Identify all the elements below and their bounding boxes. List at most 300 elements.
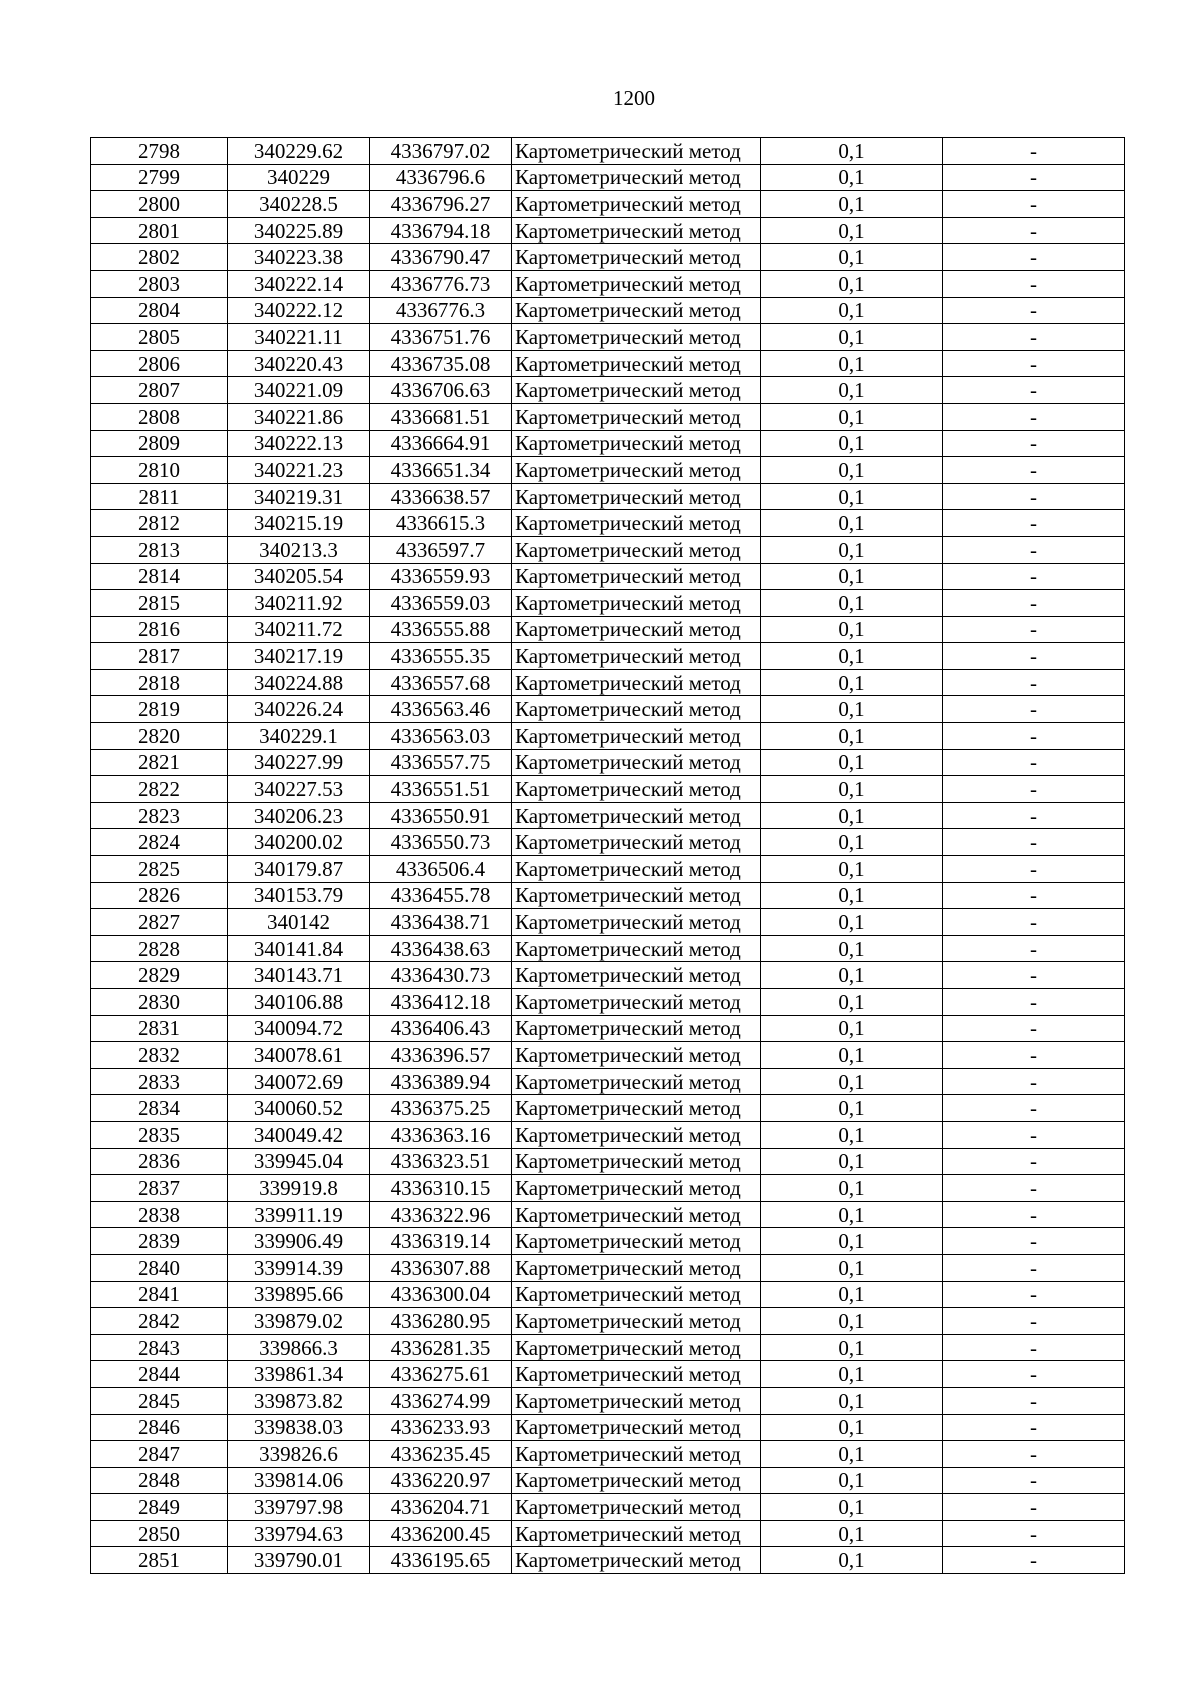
y-coordinate-cell: 4336794.18 (370, 217, 512, 244)
y-coordinate-cell: 4336389.94 (370, 1068, 512, 1095)
x-coordinate-cell: 339826.6 (228, 1441, 370, 1468)
method-cell: Картометрический метод (512, 643, 761, 670)
description-cell: - (943, 1015, 1125, 1042)
accuracy-cell: 0,1 (761, 616, 943, 643)
method-cell: Картометрический метод (512, 1334, 761, 1361)
point-number-cell: 2830 (91, 989, 228, 1016)
method-cell: Картометрический метод (512, 1361, 761, 1388)
table-row (91, 962, 1125, 989)
point-number-cell: 2804 (91, 297, 228, 324)
point-number-cell: 2809 (91, 430, 228, 457)
x-coordinate-cell: 340211.92 (228, 590, 370, 617)
method-cell: Картометрический метод (512, 536, 761, 563)
x-coordinate-cell: 340225.89 (228, 217, 370, 244)
description-cell: - (943, 1520, 1125, 1547)
y-coordinate-cell: 4336275.61 (370, 1361, 512, 1388)
table-row (91, 1254, 1125, 1281)
accuracy-cell: 0,1 (761, 1201, 943, 1228)
y-coordinate-cell: 4336235.45 (370, 1441, 512, 1468)
x-coordinate-cell: 339790.01 (228, 1547, 370, 1574)
table-row (91, 909, 1125, 936)
description-cell: - (943, 430, 1125, 457)
table-row (91, 882, 1125, 909)
y-coordinate-cell: 4336797.02 (370, 138, 512, 165)
table-row (91, 457, 1125, 484)
table-row (91, 1015, 1125, 1042)
point-number-cell: 2814 (91, 563, 228, 590)
method-cell: Картометрический метод (512, 563, 761, 590)
description-cell: - (943, 856, 1125, 883)
y-coordinate-cell: 4336323.51 (370, 1148, 512, 1175)
description-cell: - (943, 776, 1125, 803)
table-row (91, 377, 1125, 404)
point-number-cell: 2826 (91, 882, 228, 909)
x-coordinate-cell: 339914.39 (228, 1254, 370, 1281)
x-coordinate-cell: 340229 (228, 164, 370, 191)
method-cell: Картометрический метод (512, 324, 761, 351)
y-coordinate-cell: 4336274.99 (370, 1387, 512, 1414)
x-coordinate-cell: 340229.62 (228, 138, 370, 165)
description-cell: - (943, 1148, 1125, 1175)
x-coordinate-cell: 339873.82 (228, 1387, 370, 1414)
x-coordinate-cell: 340215.19 (228, 510, 370, 537)
method-cell: Картометрический метод (512, 377, 761, 404)
accuracy-cell: 0,1 (761, 483, 943, 510)
point-number-cell: 2798 (91, 138, 228, 165)
y-coordinate-cell: 4336563.46 (370, 696, 512, 723)
table-row (91, 403, 1125, 430)
method-cell: Картометрический метод (512, 1015, 761, 1042)
method-cell: Картометрический метод (512, 1175, 761, 1202)
description-cell: - (943, 297, 1125, 324)
accuracy-cell: 0,1 (761, 749, 943, 776)
accuracy-cell: 0,1 (761, 350, 943, 377)
point-number-cell: 2807 (91, 377, 228, 404)
y-coordinate-cell: 4336796.6 (370, 164, 512, 191)
accuracy-cell: 0,1 (761, 510, 943, 537)
accuracy-cell: 0,1 (761, 536, 943, 563)
point-number-cell: 2835 (91, 1121, 228, 1148)
accuracy-cell: 0,1 (761, 244, 943, 271)
accuracy-cell: 0,1 (761, 882, 943, 909)
table-row (91, 1148, 1125, 1175)
page-number: 1200 (613, 86, 655, 110)
method-cell: Картометрический метод (512, 1441, 761, 1468)
x-coordinate-cell: 339797.98 (228, 1494, 370, 1521)
table-row (91, 696, 1125, 723)
point-number-cell: 2845 (91, 1387, 228, 1414)
table-row (91, 590, 1125, 617)
table-row (91, 856, 1125, 883)
x-coordinate-cell: 340206.23 (228, 802, 370, 829)
description-cell: - (943, 935, 1125, 962)
point-number-cell: 2825 (91, 856, 228, 883)
accuracy-cell: 0,1 (761, 802, 943, 829)
description-cell: - (943, 1308, 1125, 1335)
accuracy-cell: 0,1 (761, 1547, 943, 1574)
accuracy-cell: 0,1 (761, 563, 943, 590)
point-number-cell: 2831 (91, 1015, 228, 1042)
x-coordinate-cell: 340153.79 (228, 882, 370, 909)
table-row (91, 164, 1125, 191)
table-row (91, 1441, 1125, 1468)
method-cell: Картометрический метод (512, 590, 761, 617)
method-cell: Картометрический метод (512, 164, 761, 191)
accuracy-cell: 0,1 (761, 377, 943, 404)
description-cell: - (943, 324, 1125, 351)
description-cell: - (943, 270, 1125, 297)
accuracy-cell: 0,1 (761, 403, 943, 430)
table-row (91, 1361, 1125, 1388)
description-cell: - (943, 1201, 1125, 1228)
point-number-cell: 2836 (91, 1148, 228, 1175)
description-cell: - (943, 1467, 1125, 1494)
y-coordinate-cell: 4336280.95 (370, 1308, 512, 1335)
description-cell: - (943, 1414, 1125, 1441)
accuracy-cell: 0,1 (761, 138, 943, 165)
point-number-cell: 2815 (91, 590, 228, 617)
method-cell: Картометрический метод (512, 483, 761, 510)
accuracy-cell: 0,1 (761, 590, 943, 617)
point-number-cell: 2834 (91, 1095, 228, 1122)
x-coordinate-cell: 339906.49 (228, 1228, 370, 1255)
y-coordinate-cell: 4336557.68 (370, 669, 512, 696)
x-coordinate-cell: 339919.8 (228, 1175, 370, 1202)
y-coordinate-cell: 4336681.51 (370, 403, 512, 430)
y-coordinate-cell: 4336557.75 (370, 749, 512, 776)
x-coordinate-cell: 340227.99 (228, 749, 370, 776)
accuracy-cell: 0,1 (761, 723, 943, 750)
table-row (91, 483, 1125, 510)
method-cell: Картометрический метод (512, 270, 761, 297)
method-cell: Картометрический метод (512, 1387, 761, 1414)
table-row (91, 1467, 1125, 1494)
y-coordinate-cell: 4336638.57 (370, 483, 512, 510)
description-cell: - (943, 217, 1125, 244)
table-row (91, 536, 1125, 563)
y-coordinate-cell: 4336555.35 (370, 643, 512, 670)
x-coordinate-cell: 339945.04 (228, 1148, 370, 1175)
table-row (91, 643, 1125, 670)
accuracy-cell: 0,1 (761, 1387, 943, 1414)
point-number-cell: 2850 (91, 1520, 228, 1547)
accuracy-cell: 0,1 (761, 1520, 943, 1547)
point-number-cell: 2828 (91, 935, 228, 962)
x-coordinate-cell: 340228.5 (228, 191, 370, 218)
accuracy-cell: 0,1 (761, 1414, 943, 1441)
method-cell: Картометрический метод (512, 297, 761, 324)
table-row (91, 723, 1125, 750)
table-row (91, 669, 1125, 696)
description-cell: - (943, 749, 1125, 776)
y-coordinate-cell: 4336412.18 (370, 989, 512, 1016)
accuracy-cell: 0,1 (761, 1068, 943, 1095)
y-coordinate-cell: 4336281.35 (370, 1334, 512, 1361)
x-coordinate-cell: 340217.19 (228, 643, 370, 670)
description-cell: - (943, 1281, 1125, 1308)
x-coordinate-cell: 340219.31 (228, 483, 370, 510)
point-number-cell: 2802 (91, 244, 228, 271)
x-coordinate-cell: 339861.34 (228, 1361, 370, 1388)
x-coordinate-cell: 339879.02 (228, 1308, 370, 1335)
description-cell: - (943, 590, 1125, 617)
method-cell: Картометрический метод (512, 829, 761, 856)
description-cell: - (943, 669, 1125, 696)
point-number-cell: 2843 (91, 1334, 228, 1361)
method-cell: Картометрический метод (512, 244, 761, 271)
x-coordinate-cell: 340221.11 (228, 324, 370, 351)
x-coordinate-cell: 340222.14 (228, 270, 370, 297)
y-coordinate-cell: 4336555.88 (370, 616, 512, 643)
x-coordinate-cell: 339866.3 (228, 1334, 370, 1361)
x-coordinate-cell: 340106.88 (228, 989, 370, 1016)
accuracy-cell: 0,1 (761, 1467, 943, 1494)
method-cell: Картометрический метод (512, 989, 761, 1016)
y-coordinate-cell: 4336204.71 (370, 1494, 512, 1521)
method-cell: Картометрический метод (512, 1281, 761, 1308)
x-coordinate-cell: 340205.54 (228, 563, 370, 590)
x-coordinate-cell: 340221.86 (228, 403, 370, 430)
method-cell: Картометрический метод (512, 217, 761, 244)
method-cell: Картометрический метод (512, 457, 761, 484)
y-coordinate-cell: 4336506.4 (370, 856, 512, 883)
point-number-cell: 2810 (91, 457, 228, 484)
description-cell: - (943, 1547, 1125, 1574)
method-cell: Картометрический метод (512, 669, 761, 696)
method-cell: Картометрический метод (512, 430, 761, 457)
x-coordinate-cell: 340211.72 (228, 616, 370, 643)
method-cell: Картометрический метод (512, 1547, 761, 1574)
x-coordinate-cell: 340222.12 (228, 297, 370, 324)
table-row (91, 1308, 1125, 1335)
x-coordinate-cell: 339794.63 (228, 1520, 370, 1547)
table-row (91, 1201, 1125, 1228)
table-row (91, 1068, 1125, 1095)
method-cell: Картометрический метод (512, 1148, 761, 1175)
table-row (91, 324, 1125, 351)
x-coordinate-cell: 340226.24 (228, 696, 370, 723)
table-row (91, 1414, 1125, 1441)
description-cell: - (943, 989, 1125, 1016)
point-number-cell: 2839 (91, 1228, 228, 1255)
method-cell: Картометрический метод (512, 1068, 761, 1095)
point-number-cell: 2819 (91, 696, 228, 723)
y-coordinate-cell: 4336751.76 (370, 324, 512, 351)
method-cell: Картометрический метод (512, 882, 761, 909)
accuracy-cell: 0,1 (761, 935, 943, 962)
accuracy-cell: 0,1 (761, 1015, 943, 1042)
point-number-cell: 2847 (91, 1441, 228, 1468)
x-coordinate-cell: 340143.71 (228, 962, 370, 989)
point-number-cell: 2844 (91, 1361, 228, 1388)
method-cell: Картометрический метод (512, 776, 761, 803)
point-number-cell: 2822 (91, 776, 228, 803)
point-number-cell: 2840 (91, 1254, 228, 1281)
y-coordinate-cell: 4336195.65 (370, 1547, 512, 1574)
method-cell: Картометрический метод (512, 191, 761, 218)
y-coordinate-cell: 4336319.14 (370, 1228, 512, 1255)
point-number-cell: 2820 (91, 723, 228, 750)
point-number-cell: 2841 (91, 1281, 228, 1308)
description-cell: - (943, 1387, 1125, 1414)
point-number-cell: 2806 (91, 350, 228, 377)
method-cell: Картометрический метод (512, 1095, 761, 1122)
description-cell: - (943, 1228, 1125, 1255)
y-coordinate-cell: 4336310.15 (370, 1175, 512, 1202)
method-cell: Картометрический метод (512, 350, 761, 377)
method-cell: Картометрический метод (512, 1467, 761, 1494)
point-number-cell: 2827 (91, 909, 228, 936)
y-coordinate-cell: 4336735.08 (370, 350, 512, 377)
y-coordinate-cell: 4336796.27 (370, 191, 512, 218)
x-coordinate-cell: 340060.52 (228, 1095, 370, 1122)
description-cell: - (943, 909, 1125, 936)
description-cell: - (943, 1361, 1125, 1388)
coordinates-table-body (91, 138, 1125, 1574)
accuracy-cell: 0,1 (761, 1361, 943, 1388)
table-row (91, 1387, 1125, 1414)
accuracy-cell: 0,1 (761, 297, 943, 324)
description-cell: - (943, 829, 1125, 856)
description-cell: - (943, 1095, 1125, 1122)
method-cell: Картометрический метод (512, 802, 761, 829)
y-coordinate-cell: 4336559.93 (370, 563, 512, 590)
method-cell: Картометрический метод (512, 1201, 761, 1228)
accuracy-cell: 0,1 (761, 1148, 943, 1175)
description-cell: - (943, 403, 1125, 430)
point-number-cell: 2799 (91, 164, 228, 191)
accuracy-cell: 0,1 (761, 909, 943, 936)
method-cell: Картометрический метод (512, 1520, 761, 1547)
y-coordinate-cell: 4336375.25 (370, 1095, 512, 1122)
y-coordinate-cell: 4336559.03 (370, 590, 512, 617)
table-row (91, 749, 1125, 776)
point-number-cell: 2800 (91, 191, 228, 218)
y-coordinate-cell: 4336563.03 (370, 723, 512, 750)
point-number-cell: 2813 (91, 536, 228, 563)
y-coordinate-cell: 4336706.63 (370, 377, 512, 404)
description-cell: - (943, 616, 1125, 643)
point-number-cell: 2846 (91, 1414, 228, 1441)
y-coordinate-cell: 4336406.43 (370, 1015, 512, 1042)
x-coordinate-cell: 340222.13 (228, 430, 370, 457)
y-coordinate-cell: 4336551.51 (370, 776, 512, 803)
table-row (91, 1334, 1125, 1361)
table-row (91, 1042, 1125, 1069)
accuracy-cell: 0,1 (761, 430, 943, 457)
accuracy-cell: 0,1 (761, 164, 943, 191)
method-cell: Картометрический метод (512, 616, 761, 643)
table-row (91, 829, 1125, 856)
y-coordinate-cell: 4336550.73 (370, 829, 512, 856)
y-coordinate-cell: 4336597.7 (370, 536, 512, 563)
point-number-cell: 2817 (91, 643, 228, 670)
table-row (91, 138, 1125, 165)
method-cell: Картометрический метод (512, 510, 761, 537)
point-number-cell: 2851 (91, 1547, 228, 1574)
description-cell: - (943, 1254, 1125, 1281)
table-row (91, 510, 1125, 537)
x-coordinate-cell: 340220.43 (228, 350, 370, 377)
point-number-cell: 2816 (91, 616, 228, 643)
point-number-cell: 2842 (91, 1308, 228, 1335)
description-cell: - (943, 1441, 1125, 1468)
point-number-cell: 2833 (91, 1068, 228, 1095)
point-number-cell: 2838 (91, 1201, 228, 1228)
accuracy-cell: 0,1 (761, 1281, 943, 1308)
y-coordinate-cell: 4336220.97 (370, 1467, 512, 1494)
x-coordinate-cell: 340221.09 (228, 377, 370, 404)
description-cell: - (943, 191, 1125, 218)
y-coordinate-cell: 4336430.73 (370, 962, 512, 989)
description-cell: - (943, 483, 1125, 510)
coordinates-table (90, 137, 1125, 1574)
accuracy-cell: 0,1 (761, 1441, 943, 1468)
point-number-cell: 2805 (91, 324, 228, 351)
description-cell: - (943, 1121, 1125, 1148)
accuracy-cell: 0,1 (761, 1308, 943, 1335)
x-coordinate-cell: 339814.06 (228, 1467, 370, 1494)
x-coordinate-cell: 340224.88 (228, 669, 370, 696)
point-number-cell: 2823 (91, 802, 228, 829)
method-cell: Картометрический метод (512, 696, 761, 723)
description-cell: - (943, 350, 1125, 377)
method-cell: Картометрический метод (512, 1414, 761, 1441)
method-cell: Картометрический метод (512, 909, 761, 936)
y-coordinate-cell: 4336300.04 (370, 1281, 512, 1308)
point-number-cell: 2824 (91, 829, 228, 856)
accuracy-cell: 0,1 (761, 270, 943, 297)
x-coordinate-cell: 340229.1 (228, 723, 370, 750)
x-coordinate-cell: 339895.66 (228, 1281, 370, 1308)
y-coordinate-cell: 4336776.3 (370, 297, 512, 324)
x-coordinate-cell: 340221.23 (228, 457, 370, 484)
description-cell: - (943, 882, 1125, 909)
accuracy-cell: 0,1 (761, 457, 943, 484)
table-row (91, 1095, 1125, 1122)
y-coordinate-cell: 4336455.78 (370, 882, 512, 909)
method-cell: Картометрический метод (512, 1254, 761, 1281)
table-row (91, 350, 1125, 377)
description-cell: - (943, 696, 1125, 723)
description-cell: - (943, 510, 1125, 537)
point-number-cell: 2832 (91, 1042, 228, 1069)
description-cell: - (943, 377, 1125, 404)
point-number-cell: 2811 (91, 483, 228, 510)
description-cell: - (943, 1334, 1125, 1361)
accuracy-cell: 0,1 (761, 191, 943, 218)
accuracy-cell: 0,1 (761, 829, 943, 856)
y-coordinate-cell: 4336363.16 (370, 1121, 512, 1148)
description-cell: - (943, 563, 1125, 590)
method-cell: Картометрический метод (512, 1121, 761, 1148)
point-number-cell: 2803 (91, 270, 228, 297)
table-row (91, 297, 1125, 324)
method-cell: Картометрический метод (512, 962, 761, 989)
point-number-cell: 2812 (91, 510, 228, 537)
method-cell: Картометрический метод (512, 138, 761, 165)
accuracy-cell: 0,1 (761, 1334, 943, 1361)
table-row (91, 1547, 1125, 1574)
point-number-cell: 2801 (91, 217, 228, 244)
accuracy-cell: 0,1 (761, 856, 943, 883)
table-row (91, 244, 1125, 271)
description-cell: - (943, 457, 1125, 484)
accuracy-cell: 0,1 (761, 776, 943, 803)
y-coordinate-cell: 4336550.91 (370, 802, 512, 829)
description-cell: - (943, 962, 1125, 989)
description-cell: - (943, 536, 1125, 563)
